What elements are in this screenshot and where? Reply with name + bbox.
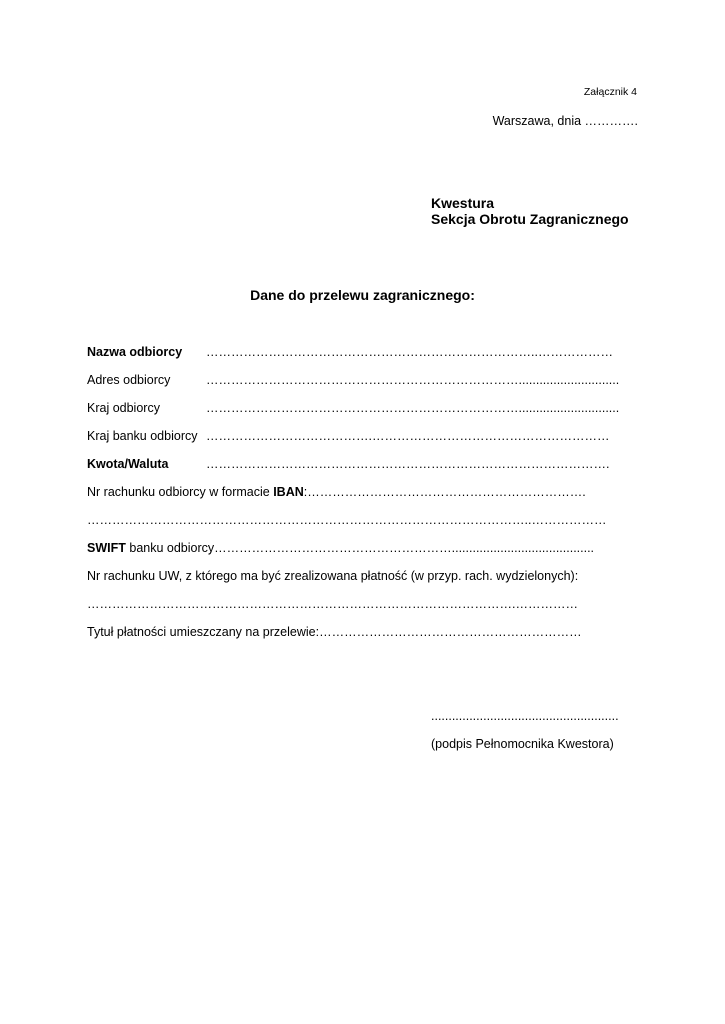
swift-label-bold: SWIFT (87, 541, 126, 555)
signature-caption: (podpis Pełnomocnika Kwestora) (431, 737, 614, 751)
recipient-name-label: Nazwa odbiorcy (87, 345, 183, 359)
swift-field[interactable]: banku odbiorcy…………………………………………………......................................... (125, 541, 595, 555)
place-and-date: Warszawa, dnia …………. (492, 114, 638, 128)
iban-label-prefix: Nr rachunku odbiorcy w formacie (87, 485, 274, 499)
signature-line[interactable]: ...................................................... (431, 709, 619, 723)
recipient-bank-country-field[interactable]: ………………………………….………………………………………………… (206, 429, 610, 443)
payment-title-row (87, 625, 582, 639)
payment-title-field[interactable]: ……………………………………………………… (319, 625, 582, 639)
office-name: Kwestura (431, 195, 495, 211)
amount-currency-label: Kwota/Waluta (87, 457, 169, 471)
payment-title-label: Tytuł płatności umieszczany na przelewie: (87, 625, 320, 639)
recipient-name-field[interactable]: ……………………………………………………………………..……………… (206, 345, 613, 359)
recipient-address-field[interactable]: …………………………………………………………………............................. (206, 373, 620, 387)
uw-account-label: Nr rachunku UW, z którego ma być zrealizowana płatność (w przyp. rach. wydzielonych): (87, 569, 579, 583)
form-title: Dane do przelewu zagranicznego: (250, 287, 475, 303)
uw-account-field[interactable]: ………………………………………………………………………………………….…………… (87, 597, 578, 611)
recipient-country-label: Kraj odbiorcy (87, 401, 160, 415)
iban-field[interactable]: :…………………………………………………………. (303, 485, 586, 499)
iban-label-bold: IBAN (273, 485, 304, 499)
amount-currency-field[interactable]: ……………………………………………………………………………………. (206, 457, 610, 471)
recipient-bank-country-label: Kraj banku odbiorcy (87, 429, 198, 443)
attachment-number: Załącznik 4 (583, 86, 637, 98)
recipient-address-label: Adres odbiorcy (87, 373, 171, 387)
office-section: Sekcja Obrotu Zagranicznego (431, 211, 629, 227)
recipient-country-field[interactable]: …………………………………………………………………............................. (206, 401, 620, 415)
iban-row (87, 485, 586, 499)
iban-continuation-field[interactable]: ……………………………………………………………………………………………..……………… (87, 513, 607, 527)
swift-row (87, 541, 594, 555)
